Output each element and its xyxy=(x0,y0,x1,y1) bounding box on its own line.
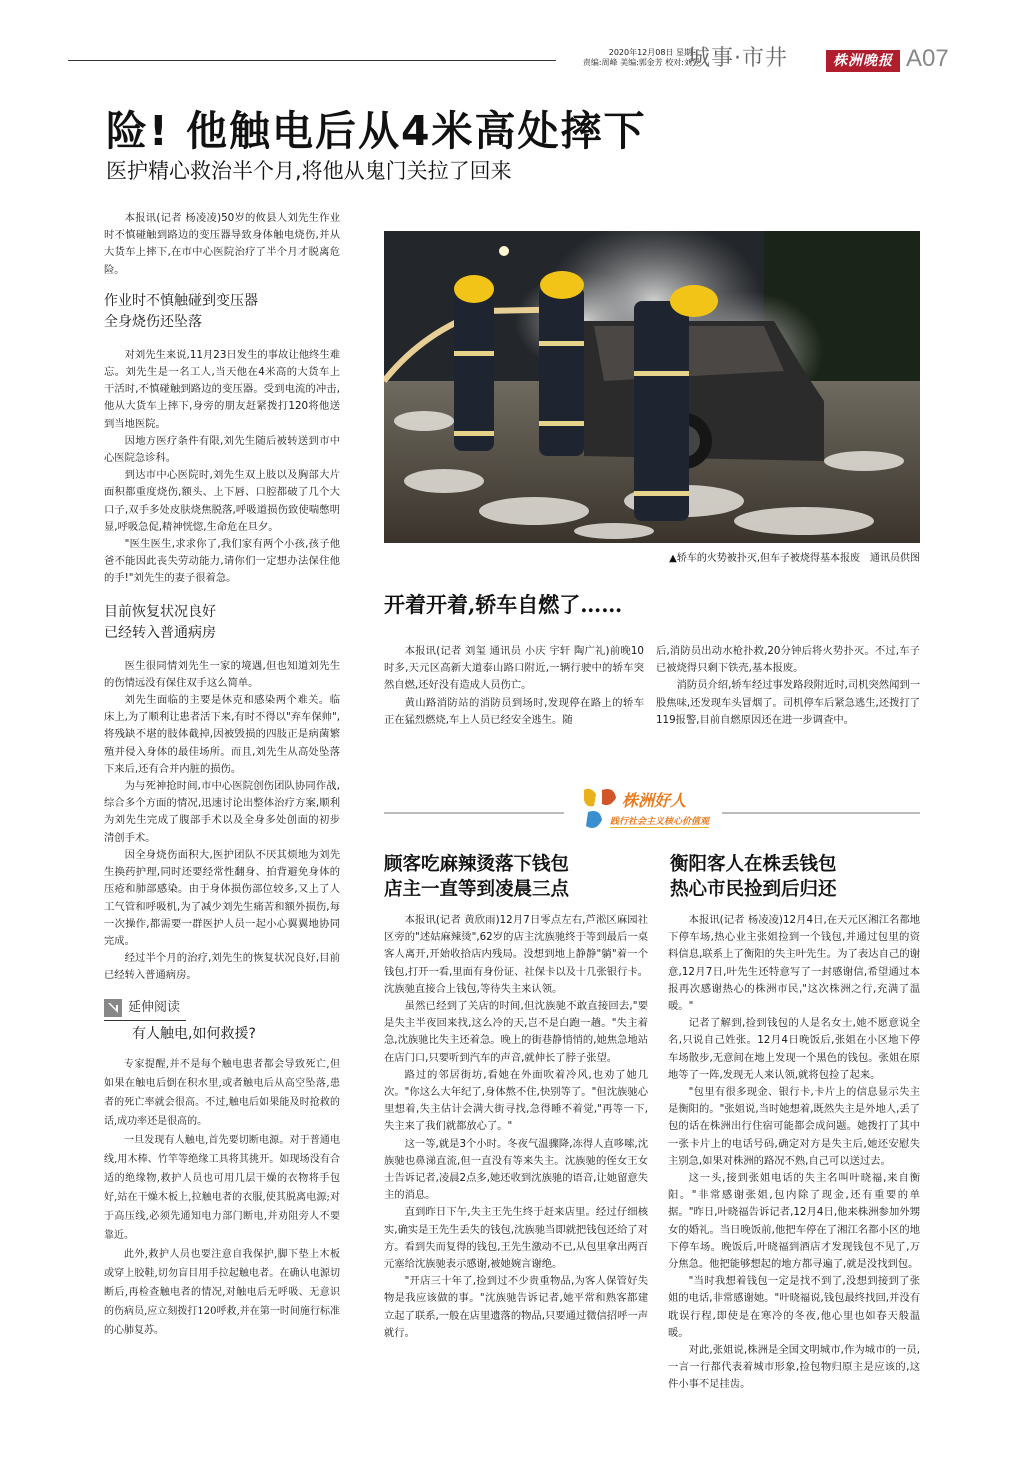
paragraph: 刘先生面临的主要是休克和感染两个难关。临床上,为了顺利让患者活下来,有时不得以"弃车保帅",将残缺不堪的肢体截掉,因被毁损的四肢正是病菌繁殖并侵入身体的最佳场所。而且,刘先生从高处坠落下来后,还有合并内脏的损伤。 xyxy=(104,694,340,775)
section1-title-line2: 全身烧伤还坠落 xyxy=(104,313,202,330)
section-name: 城事·市井 xyxy=(688,46,788,71)
issue-credits: 责编:周峰 美编:郭金芳 校对:刘昱 xyxy=(582,58,700,67)
extended-body xyxy=(104,1055,340,1340)
badge-title: 株洲好人 xyxy=(622,791,687,810)
photo-caption: ▲轿车的火势被扑灭,但车子被烧得基本报废 通讯员供图 xyxy=(669,553,920,564)
section1-title-line1: 作业时不慎触碰到变压器 xyxy=(104,292,258,309)
extended-reading-rule xyxy=(104,1020,186,1021)
page-number: A07 xyxy=(906,45,949,72)
paragraph: 此外,救护人员也要注意自我保护,脚下垫上木板或穿上胶鞋,切勿盲目用手拉起触电者。在确认电源切断后,再检查触电者的情况,对触电后无呼吸、无意识的伤病员,应立刻拨打120呼救,并在第一时间施行标准的心肺复苏。 xyxy=(104,1248,340,1336)
paragraph: 虽然已经到了关店的时间,但沈族驰不敢直接回去,"要是失主半夜回来找,这么冷的天,岂不是白跑一趟。"失主着急,沈族驰比失主还着急。晚上的街巷静悄悄的,她焦急地站在店门口,只要听到汽车的声音,就伸长了脖子张望。 xyxy=(384,1000,648,1064)
extended-question: 有人触电,如何救援? xyxy=(132,1025,256,1042)
firefighters-image xyxy=(384,231,920,543)
paragraph: 路过的邻居街坊,看她在外面吹着冷风,也劝了她几次。"你这么大年纪了,身体熬不住,快别等了。"但沈族驰心里想着,失主估计会满大街寻找,急得睡不着觉,"再等一下,失主来了我们就都放心了。" xyxy=(384,1068,648,1133)
car-fire-photo xyxy=(384,231,920,543)
paragraph: 专家提醒,并不是每个触电患者都会导致死亡,但如果在触电后倒在积水里,或者触电后从高空坠落,患者的死亡率就会很高。不过,触电后如果能及时抢救的话,成功率还是很高的。 xyxy=(104,1058,340,1127)
lead-headline: 险! 他触电后从4米高处摔下 xyxy=(106,107,647,155)
car-fire-body-a xyxy=(384,643,644,729)
lead-story-body xyxy=(104,210,340,1340)
paragraph: 本报讯(记者 刘玺 通讯员 小庆 宇轩 陶广礼)前晚10时多,天元区高新大道泰山路口附近,一辆行驶中的轿车突然自燃,还好没有造成人员伤亡。 xyxy=(384,645,644,692)
good-people-badge xyxy=(580,786,720,834)
paragraph: 消防员介绍,轿车经过事发路段附近时,司机突然闻到一股焦味,还发现车头冒烟了。司机停车后紧急逃生,还拨打了119报警,目前自燃原因还在进一步调查中。 xyxy=(656,679,920,726)
wallet-story-a-body xyxy=(384,912,648,1342)
section2-title-line1: 目前恢复状况良好 xyxy=(104,603,216,620)
car-fire-body-b xyxy=(656,643,920,729)
section-divider-left xyxy=(384,812,564,814)
paragraph: 直到昨日下午,失主王先生终于赶来店里。经过仔细核实,确实是王先生丢失的钱包,沈族驰当即就把钱包还给了对方。看到失而复得的钱包,王先生激动不已,从包里拿出两百元塞给沈族驰表示感谢,被她婉言谢绝。 xyxy=(384,1206,648,1271)
paragraph: 对刘先生来说,11月23日发生的事故让他终生难忘。刘先生是一名工人,当天他在4米高的大货车上干活时,不慎碰触到路边的变压器。受到电流的冲击,他从大货车上摔下,身旁的朋友赶紧拨打120将他送到当地医院。 xyxy=(104,348,340,430)
paragraph: 一旦发现有人触电,首先要切断电源。对于普通电线,用木棒、竹竿等绝缘工具将其挑开。如现场没有合适的绝缘物,救护人员也可用几层干燥的衣物将手包好,站在干燥木板上,拉触电者的衣服,使其脱离电源;对于高压线,必须先通知电力部门断电,并劝阻旁人不要靠近。 xyxy=(104,1134,340,1241)
paragraph: 因全身烧伤面积大,医护团队不厌其烦地为刘先生换药护理,同时还要经常性翻身、拍背避免身体的压疮和肺部感染。由于身体损伤部位较多,又上了人工气管和呼吸机,为了减少刘先生痛苦和额外损伤,每一次操作,都需要一群医护人员一起小心翼翼地协同完成。 xyxy=(104,848,340,947)
issue-date: 2020年12月08日 星期二 xyxy=(608,48,700,57)
extended-reading-label xyxy=(104,999,340,1017)
paragraph: 因地方医疗条件有限,刘先生随后被转送到市中心医院急诊科。 xyxy=(104,434,340,465)
title-line: 衡阳客人在株丢钱包 xyxy=(670,854,837,875)
issue-info xyxy=(560,48,700,68)
paragraph: 这一头,接到张姐电话的失主名叫叶晓福,来自衡阳。"非常感谢张姐,包内除了现金,还有重要的单据。"昨日,叶晓福告诉记者,12月4日,他来株洲参加外甥女的婚礼。当日晚饭前,他把车停在了湘江名都小区的地下停车场。晚饭后,叶晓福到酒店才发现钱包不见了,万分焦急。他把能够想起的地方都寻遍了,就是没找到包。 xyxy=(668,1172,920,1271)
paragraph: 医生很同情刘先生一家的境遇,但也知道刘先生的伤情远没有保住双手这么简单。 xyxy=(104,659,340,689)
paragraph: 本报讯(记者 杨凌凌)12月4日,在天元区湘江名都地下停车场,热心业主张姐捡到一个钱包,并通过包里的资料信息,联系上了衡阳的失主叶先生。为了表达自己的谢意,12月7日,叶先生还特意写了一封感谢信,希望通过本报再次感谢热心的株洲市民,"这次株洲之行,充满了温暖。" xyxy=(668,914,920,1013)
badge-slogan: 践行社会主义核心价值观 xyxy=(610,814,709,828)
car-fire-title: 开着开着,轿车自燃了…… xyxy=(384,592,623,617)
paragraph: 对此,张姐说,株洲是全国文明城市,作为城市的一员,一言一行都代表着城市形象,捡包物归原主是应该的,这件小事不足挂齿。 xyxy=(668,1344,920,1391)
paragraph: 黄山路消防站的消防员到场时,发现停在路上的轿车正在猛烈燃烧,车上人员已经安全逃生。随 xyxy=(384,696,644,726)
paragraph: 到达市中心医院时,刘先生双上肢以及胸部大片面积都重度烧伤,额头、上下唇、口腔都破了几个大口子,双手多处皮肤烧焦脱落,呼吸道损伤致使喘憋明显,呼吸急促,精神恍惚,生命危在旦夕。 xyxy=(104,469,340,533)
header-rule xyxy=(68,60,556,61)
lead-intro: 本报讯(记者 杨凌凌)50岁的攸县人刘先生作业时不慎碰触到路边的变压器导致身体触电烧伤,并从大货车上摔下,在市中心医院治疗了半个月才脱离危险。 xyxy=(104,212,340,276)
paragraph: 为与死神抢时间,市中心医院创伤团队协同作战,综合多个方面的情况,迅速讨论出整体治疗方案,顺利为刘先生完成了腹部手术以及全身多处创面的初步清创手术。 xyxy=(104,780,340,844)
arrow-icon xyxy=(104,999,122,1017)
paragraph: "开店三十年了,捡到过不少贵重物品,为客人保管好失物是我应该做的事。"沈族驰告诉记者,她平常和熟客都建立起了联系,一般在店里遗落的物品,只要通过微信招呼一声就行。 xyxy=(384,1275,648,1339)
section-divider-right xyxy=(722,812,920,814)
paragraph: 后,消防员出动水枪扑救,20分钟后将火势扑灭。不过,车子已被烧得只剩下铁壳,基本报废。 xyxy=(656,645,920,675)
paragraph: 经过半个月的治疗,刘先生的恢复状况良好,目前已经转入普通病房。 xyxy=(104,952,340,982)
paragraph: 本报讯(记者 黄欣雨)12月7日零点左右,芦淞区麻园社区旁的"述姑麻辣烫",62岁的店主沈族驰终于等到最后一桌客人离开,开始收拾店内残局。没想到地上静静"躺"着一个钱包,打开一看,里面有身份证、社保卡以及十几张银行卡。沈族驰直接合上钱包,等待失主来认领。 xyxy=(384,914,648,995)
section2-title-line2: 已经转入普通病房 xyxy=(104,624,216,641)
paragraph: "包里有很多现金、银行卡,卡片上的信息显示失主是衡阳的。"张姐说,当时她想着,既然失主是外地人,丢了包的话在株洲出行住宿可能都会成问题。她拨打了其中一张卡片上的电话号码,确定对方是失主后,她还安慰失主别急,如果对株洲的路况不熟,自己可以送过去。 xyxy=(668,1086,920,1167)
newspaper-logo: 株洲晚报 xyxy=(826,50,900,72)
extended-reading-text: 延伸阅读 xyxy=(128,999,181,1015)
lead-subhead: 医护精心救治半个月,将他从鬼门关拉了回来 xyxy=(106,159,512,183)
title-line: 顾客吃麻辣烫落下钱包 xyxy=(384,854,570,875)
wallet-story-b-title xyxy=(670,852,837,902)
paragraph: 记者了解到,捡到钱包的人是名女士,她不愿意说全名,只说自己姓张。12月4日晚饭后,张姐在小区地下停车场散步,无意间在地上发现一个黑色的钱包。张姐在原地等了一阵,发现无人来认领,就将包捡了起来。 xyxy=(668,1017,920,1081)
paragraph: "当时我想着钱包一定是找不到了,没想到接到了张姐的电话,非常感谢她。"叶晓福说,钱包最终找回,并没有耽误行程,即使是在寒冷的冬夜,他心里也如春天般温暖。 xyxy=(668,1275,920,1339)
paragraph: 这一等,就是3个小时。冬夜气温骤降,冻得人直哆嗦,沈族驰也鼻涕直流,但一直没有等来失主。沈族驰的侄女王女士告诉记者,凌晨2点多,她还收到沈族驰的语音,让她留意失主的消息。 xyxy=(384,1137,648,1202)
title-line: 店主一直等到凌晨三点 xyxy=(384,879,570,900)
wallet-story-a-title xyxy=(384,852,569,902)
paragraph: "医生医生,求求你了,我们家有两个小孩,孩子他爸不能因此丧失劳动能力,请你们一定想办法保住他的手!"刘先生的妻子很着急。 xyxy=(104,538,340,585)
title-line: 热心市民捡到后归还 xyxy=(670,879,837,900)
wallet-story-b-body xyxy=(668,912,920,1394)
